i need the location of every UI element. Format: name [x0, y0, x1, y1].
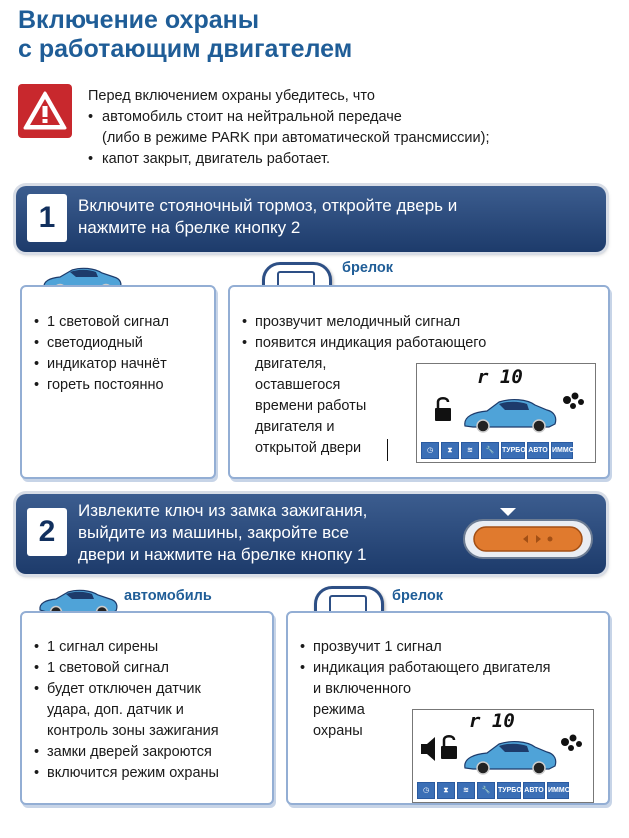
lcd-display — [412, 709, 594, 803]
step-1-fob-panel — [228, 285, 610, 479]
step-2-line-1: Извлеките ключ из замка зажигания, — [78, 501, 368, 520]
auto-icon: АВТО — [527, 442, 549, 459]
list-item: • прозвучит мелодичный сигнал — [240, 312, 486, 333]
lcd-car-icon — [465, 742, 556, 774]
step-1-line-2: нажмите на брелке кнопку 2 — [78, 218, 301, 237]
clock-icon: ◷ — [421, 442, 439, 459]
step-2-car-panel — [20, 611, 274, 805]
step-1-car-panel — [20, 285, 216, 479]
warning-bullet-1: • автомобиль стоит на нейтральной передаче — [88, 107, 490, 128]
immo-icon: ИММО — [551, 442, 573, 459]
immo-icon: ИММО — [547, 782, 569, 799]
list-item: • появится индикация работающего — [240, 333, 486, 354]
list-item: • прозвучит 1 сигнал — [298, 637, 551, 658]
hourglass-icon: ⧗ — [441, 442, 459, 459]
list-item: • будет отключен датчик — [32, 679, 201, 700]
list-item-cont: режима — [313, 702, 365, 718]
fob-text-cont — [255, 354, 366, 459]
list-item: • замки дверей закроются — [32, 742, 219, 763]
list-item: • 1 световой сигнал — [32, 658, 201, 679]
list-item: • включится режим охраны — [32, 763, 219, 784]
heater-icon: ≋ — [461, 442, 479, 459]
list-item-cont: двигателя, — [255, 356, 327, 372]
title-line-1: Включение охраны — [18, 6, 260, 34]
list-item-cont: контроль зоны зажигания — [47, 723, 219, 739]
step-1-instruction — [78, 195, 457, 239]
lcd-digits: r 10 — [469, 710, 515, 732]
step-1-bar — [16, 186, 606, 252]
list-item: • светодиодный — [32, 333, 169, 354]
warning-bullet-1-cont: (либо в режиме PARK при автоматической трансмиссии); — [102, 130, 490, 146]
clock-icon: ◷ — [417, 782, 435, 799]
car-label: автомобиль — [124, 588, 212, 604]
wrench-icon: 🔧 — [481, 442, 499, 459]
step-2-line-3: двери и нажмите на брелке кнопку 1 — [78, 545, 367, 564]
list-item-cont: двигателя и — [255, 419, 335, 435]
wrench-icon: 🔧 — [477, 782, 495, 799]
list-item-cont: открытой двери — [255, 440, 362, 456]
speaker-icon — [421, 737, 435, 761]
car-text-cont — [47, 700, 219, 742]
list-item-cont: оставшегося — [255, 377, 341, 393]
fob-text-cont — [313, 679, 411, 742]
step-2-line-2: выйдите из машины, закройте все — [78, 523, 349, 542]
list-item-cont: времени работы — [255, 398, 367, 414]
auto-icon: АВТО — [523, 782, 545, 799]
lcd-status-icons — [417, 782, 569, 799]
warning-text — [88, 86, 490, 170]
heater-icon: ≋ — [457, 782, 475, 799]
step-2-fob-panel — [286, 611, 610, 805]
step-1-line-1: Включите стояночный тормоз, откройте дверь и — [78, 196, 458, 215]
lcd-status-icons — [421, 442, 573, 459]
turbo-icon: ТУРБО — [501, 442, 525, 459]
fob-label-1: брелок — [342, 260, 394, 276]
title-line-2: с работающим двигателем — [18, 35, 353, 63]
step-1-number: 1 — [27, 194, 67, 242]
list-item-cont: охраны — [313, 723, 363, 739]
turbo-icon: ТУРБО — [497, 782, 521, 799]
lcd-display — [416, 363, 596, 463]
list-item-cont: и включенного — [313, 681, 412, 697]
list-item: • индикатор начнёт — [32, 354, 169, 375]
exhaust-smoke-icon — [561, 735, 582, 752]
warning-icon — [18, 84, 72, 138]
step-2-instruction — [78, 500, 367, 566]
exhaust-smoke-icon — [563, 393, 584, 410]
list-item: • 1 световой сигнал — [32, 312, 169, 333]
list-item: • гореть постоянно — [32, 375, 169, 396]
page-title — [18, 6, 352, 64]
key-fob-button-icon — [460, 504, 596, 564]
lcd-digits: r 10 — [477, 366, 523, 388]
warning-bullet-2: • капот закрыт, двигатель работает. — [88, 149, 490, 170]
warning-intro: Перед включением охраны убедитесь, что — [88, 88, 375, 104]
list-item: • 1 сигнал сирены — [32, 637, 201, 658]
lock-icon — [441, 736, 457, 759]
fob-label-2: брелок — [392, 588, 444, 604]
list-item: • индикация работающего двигателя — [298, 658, 551, 679]
hourglass-icon: ⧗ — [437, 782, 455, 799]
step-2-bar — [16, 494, 606, 574]
lcd-car-icon — [465, 400, 556, 432]
lock-icon — [435, 398, 451, 421]
list-item-cont: удара, доп. датчик и — [47, 702, 184, 718]
step-2-number: 2 — [27, 508, 67, 556]
text-cursor — [387, 439, 388, 461]
